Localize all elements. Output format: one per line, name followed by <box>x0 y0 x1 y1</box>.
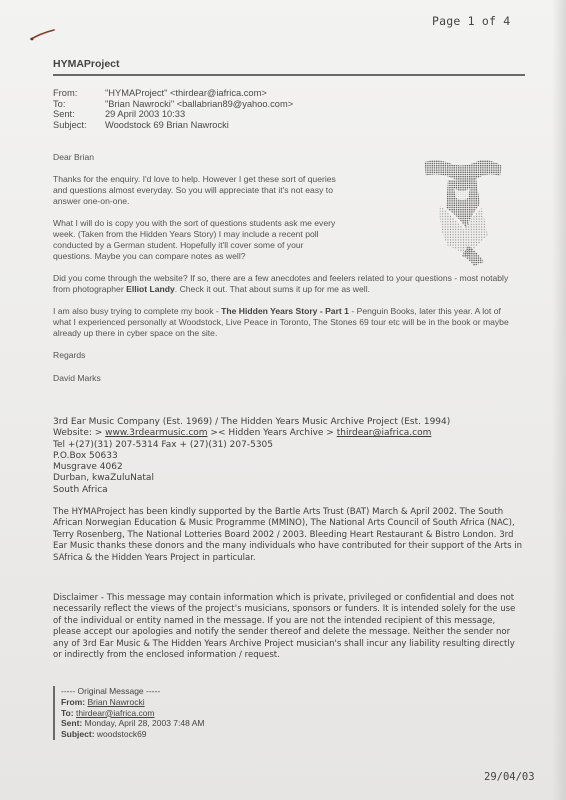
website-label: Website: > <box>53 428 106 439</box>
original-message-heading: ----- Original Message ----- <box>61 686 161 696</box>
paper-edge-shadow <box>552 0 566 800</box>
letter-paragraph <box>53 273 515 295</box>
mail-header-title: HYMAProject <box>53 58 120 70</box>
paragraph-text: I am also busy trying to complete my book - <box>53 306 222 317</box>
letter-paragraph <box>53 306 515 338</box>
original-from-link[interactable]: Brian Nawrocki <box>87 696 145 707</box>
town-line: Musgrave 4062 <box>53 462 123 473</box>
original-from-row <box>61 697 205 708</box>
meta-value: "HYMAProject" <thirdear@iafrica.com> <box>105 88 267 98</box>
website-link[interactable]: www.3rdearmusic.com <box>105 428 208 439</box>
original-to-link[interactable]: thirdear@iafrica.com <box>75 707 155 718</box>
mail-meta <box>53 88 293 130</box>
original-to-row <box>61 708 205 719</box>
company-signature-block <box>53 417 523 496</box>
country-line: South Africa <box>53 484 108 495</box>
meta-label: To: <box>53 98 66 109</box>
header-divider <box>53 74 525 76</box>
original-message-block <box>53 686 205 740</box>
meta-row-sent <box>53 109 293 120</box>
pen-mark-icon <box>30 28 56 42</box>
email-link[interactable]: thirdear@iafrica.com <box>336 428 432 439</box>
letter-paragraph: What I will do is copy you with the sort of questions students ask me every week. (Taken from the Hidden Years Story) I may include a recent poll conducted by a German student. Hopefully it'll cover some of your questions. Maybe you can compare notes as well? <box>53 218 336 261</box>
original-sent-value: Monday, April 28, 2003 7:48 AM <box>84 718 205 729</box>
meta-value: 29 April 2003 10:33 <box>105 109 186 120</box>
original-from-label: From: <box>61 696 86 707</box>
print-date-stamp: 29/04/03 <box>484 771 535 783</box>
signature: David Marks <box>53 372 101 383</box>
paragraph-text: . Check it out. That about sums it up for me as well. <box>174 283 370 294</box>
city-line: Durban, kwaZuluNatal <box>53 473 154 484</box>
original-to-label: To: <box>61 707 74 718</box>
website-mid: >< Hidden Years Archive > <box>207 428 337 439</box>
book-title: The Hidden Years Story - Part 1 <box>221 306 349 317</box>
sponsors-paragraph: The HYMAProject has been kindly supported by the Bartle Arts Trust (BAT) March & April 2002. The South African Norwegian Education & Music Programme (MMINO), The National Arts Council of South Africa (NAC), Terry Rosenberg, The National Lotteries Board 2002 / 2003. Bleeding Heart Restaurant & Bistro London. 3rd Ear Music thanks these donors and the many individuals who have contributed for their support of the Arts in SAfrica & the Hidden Years Project in particular. <box>53 507 523 563</box>
letter-body <box>53 152 523 395</box>
meta-label: Subject: <box>53 119 87 130</box>
meta-row-subject <box>53 120 293 131</box>
disclaimer-paragraph: Disclaimer - This message may contain information which is private, privileged or confidential and does not necessarily reflect the views of the project's musicians, sponsors or funders. It is intended solely for the use of the individual or entity named in the message. If you are not the intended recipient of this message, please accept our apologies and notify the sender thereof and delete the message. Neither the sender nor any of 3rd Ear Music & The Hidden Years Archive Project musician's shall incur any liability resulting directly or indirectly from the enclosed information / request. <box>53 593 516 661</box>
phone-line: Tel +(27)(31) 207-5314 Fax + (27)(31) 207-5305 <box>53 439 274 450</box>
meta-row-to <box>53 99 293 110</box>
po-box-line: P.O.Box 50633 <box>53 450 118 461</box>
original-sent-label: Sent: <box>61 718 83 729</box>
meta-row-from <box>53 88 293 99</box>
photographer-name: Elliot Landy <box>126 283 175 294</box>
meta-value: "Brian Nawrocki" <ballabrian89@yahoo.com> <box>105 98 294 109</box>
meta-value: Woodstock 69 Brian Nawrocki <box>105 119 229 130</box>
letter-paragraph: Thanks for the enquiry. I'd love to help. However I get these sort of queries and questions almost everyday. So you will appreciate that it's not easy to answer one-on-one. <box>53 174 336 206</box>
meta-label: From: <box>53 88 78 98</box>
original-sent-row <box>61 718 205 729</box>
original-subject-label: Subject: <box>61 729 95 740</box>
closing: Regards <box>53 350 86 361</box>
website-line <box>53 428 523 439</box>
company-name-line: 3rd Ear Music Company (Est. 1969) / The Hidden Years Music Archive Project (Est. 1994) <box>53 417 451 427</box>
page-indicator: Page 1 of 4 <box>432 14 511 28</box>
meta-label: Sent: <box>53 109 75 120</box>
paragraph-text: Did you come through the website? If so, there are a few anecdotes and feelers related to your questions - most notably from photographer <box>53 273 509 294</box>
paragraph-text: - Penguin Books, later this year. A lot of what I experienced personally at Woodstock, Live Peace in Toronto, The Stones 69 tour etc will be in the book or maybe already up there in cyber space on the site. <box>53 306 509 338</box>
original-subject-row <box>61 729 205 740</box>
original-subject-value: woodstock69 <box>96 729 147 740</box>
salutation: Dear Brian <box>53 152 95 162</box>
